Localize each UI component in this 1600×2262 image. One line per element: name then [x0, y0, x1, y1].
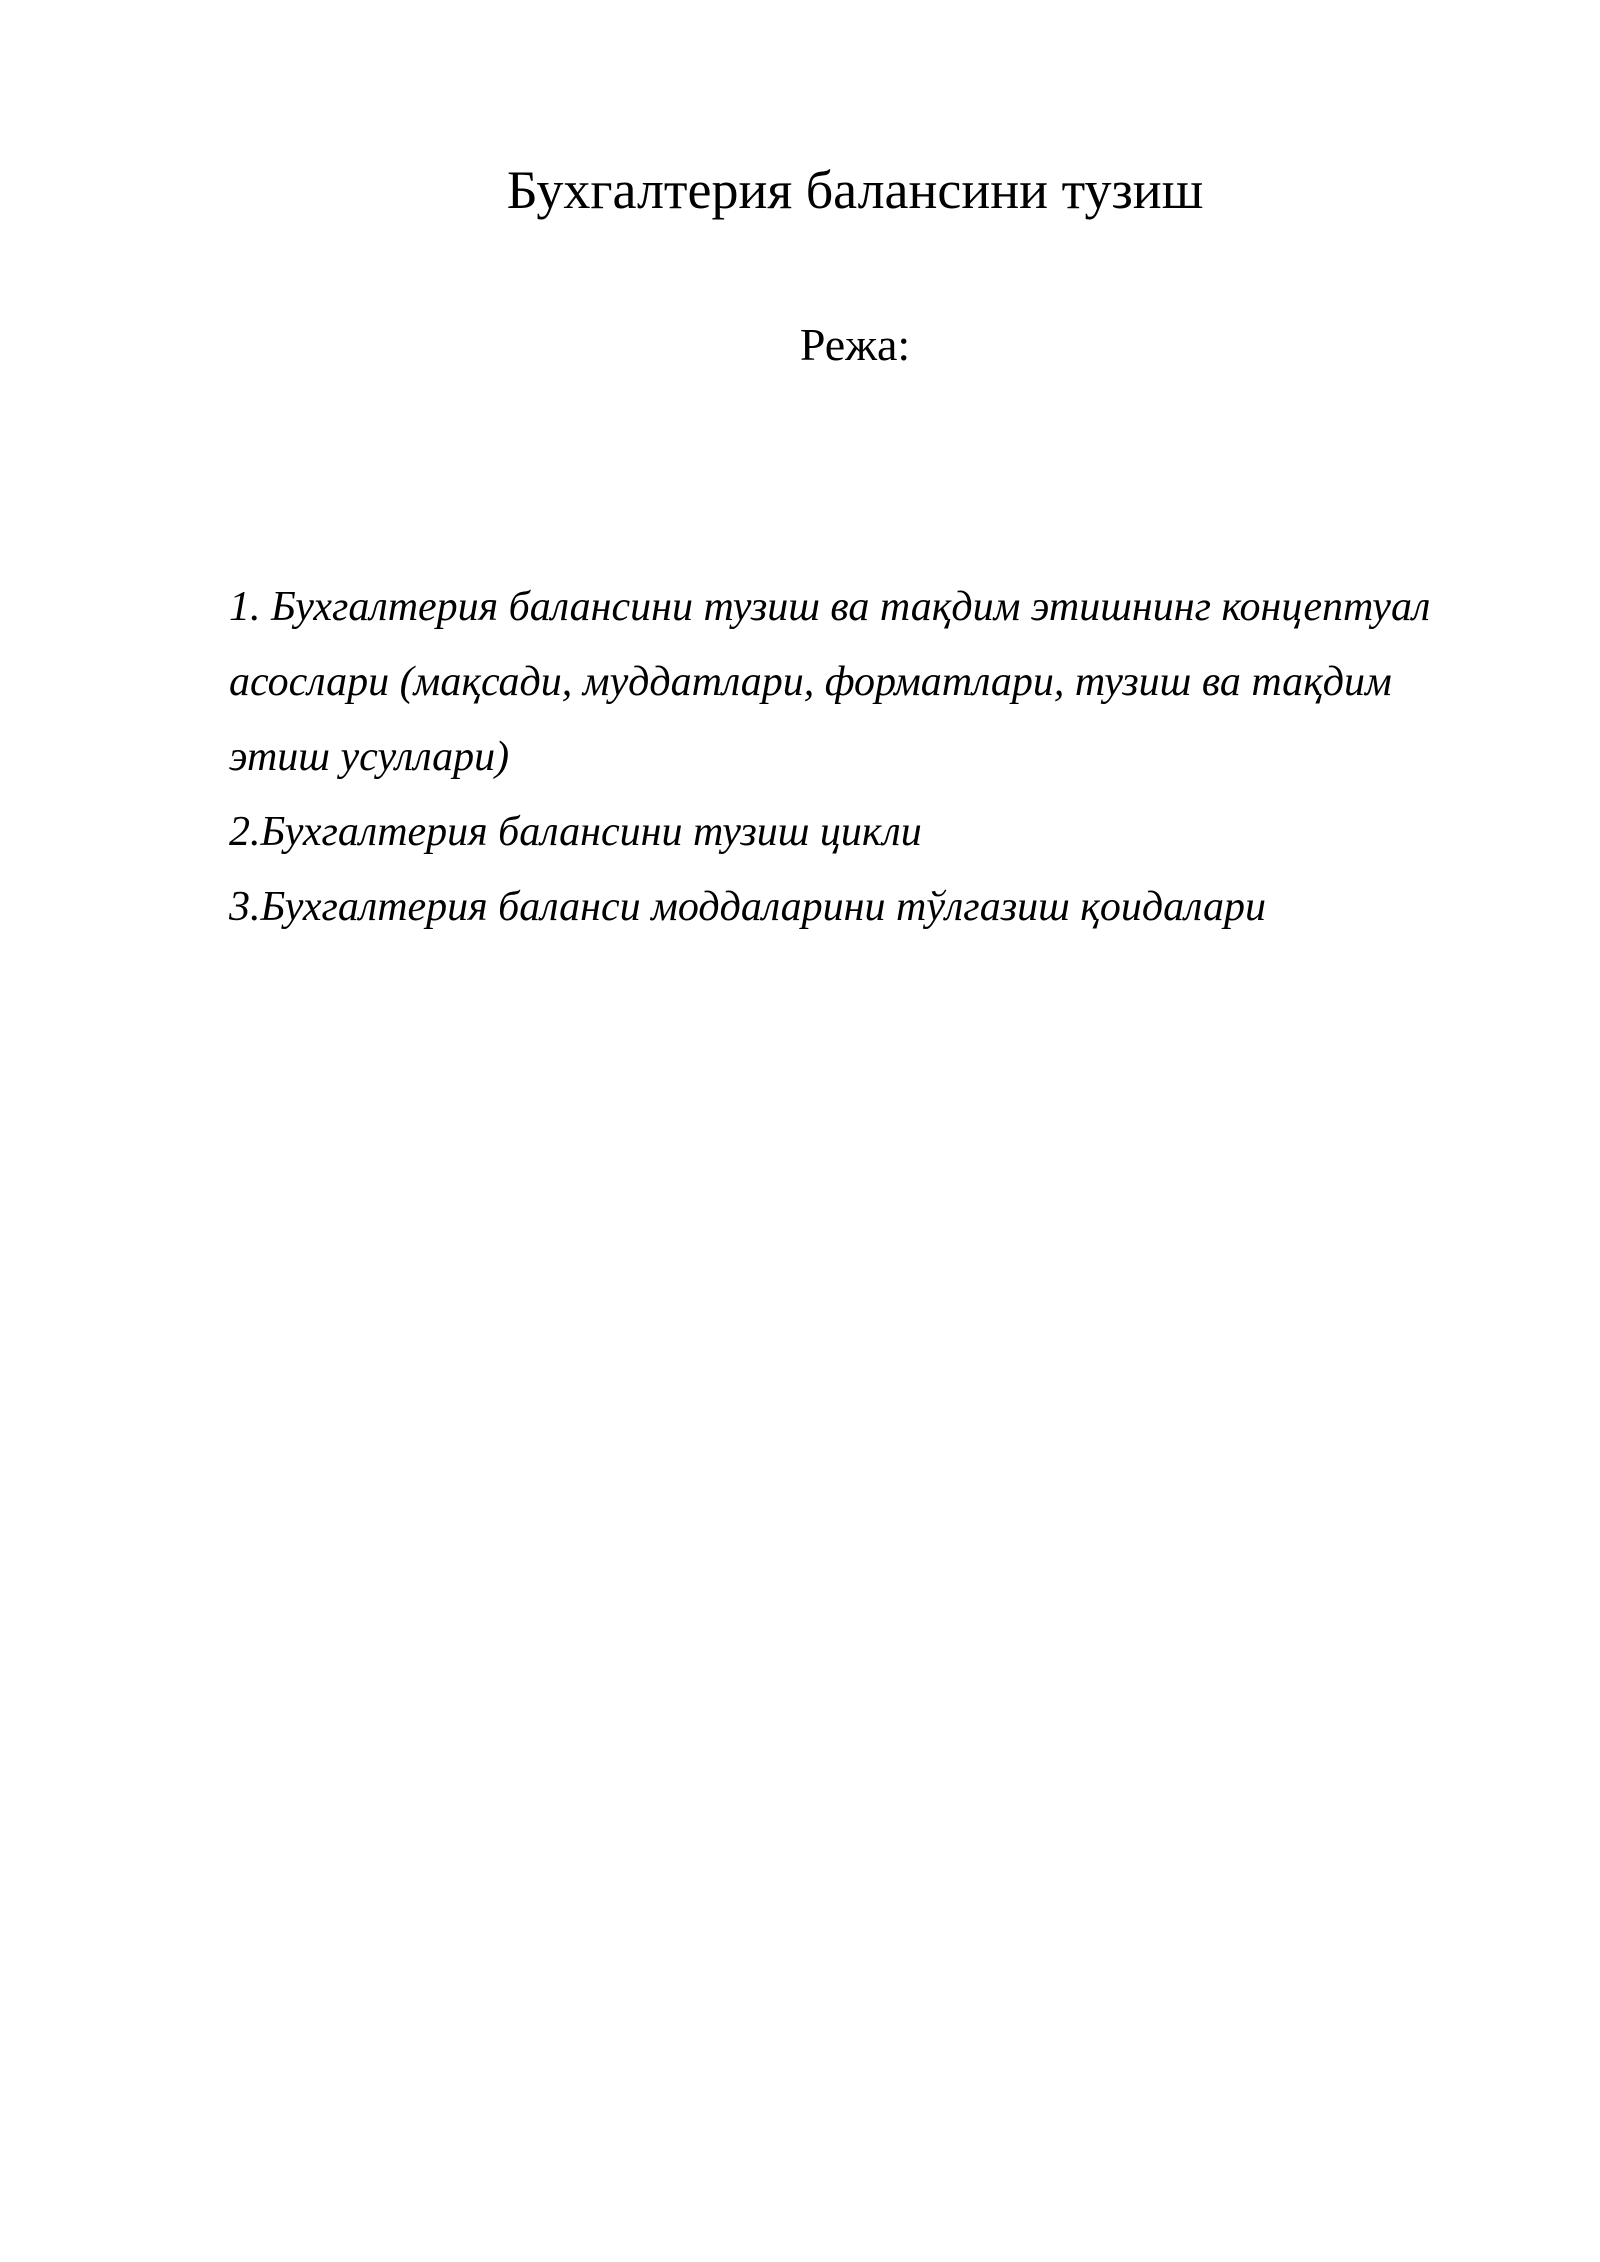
plan-list	[229, 570, 1499, 945]
plan-heading: Режа:	[799, 319, 911, 370]
plan-item: 1. Бухгалтерия балансини тузиш ва тақдим этишнинг концептуал асослари (мақсади, муддатлари, форматлари, тузиш ва тақдим этиш усуллари)	[229, 584, 1431, 780]
plan-item: 3.Бухгалтерия баланси моддаларини тўлгазиш қоидалари	[229, 884, 1266, 930]
plan-item: 2.Бухгалтерия балансини тузиш цикли	[229, 809, 922, 855]
document-title: Бухгалтерия балансини тузиш	[506, 160, 1204, 220]
